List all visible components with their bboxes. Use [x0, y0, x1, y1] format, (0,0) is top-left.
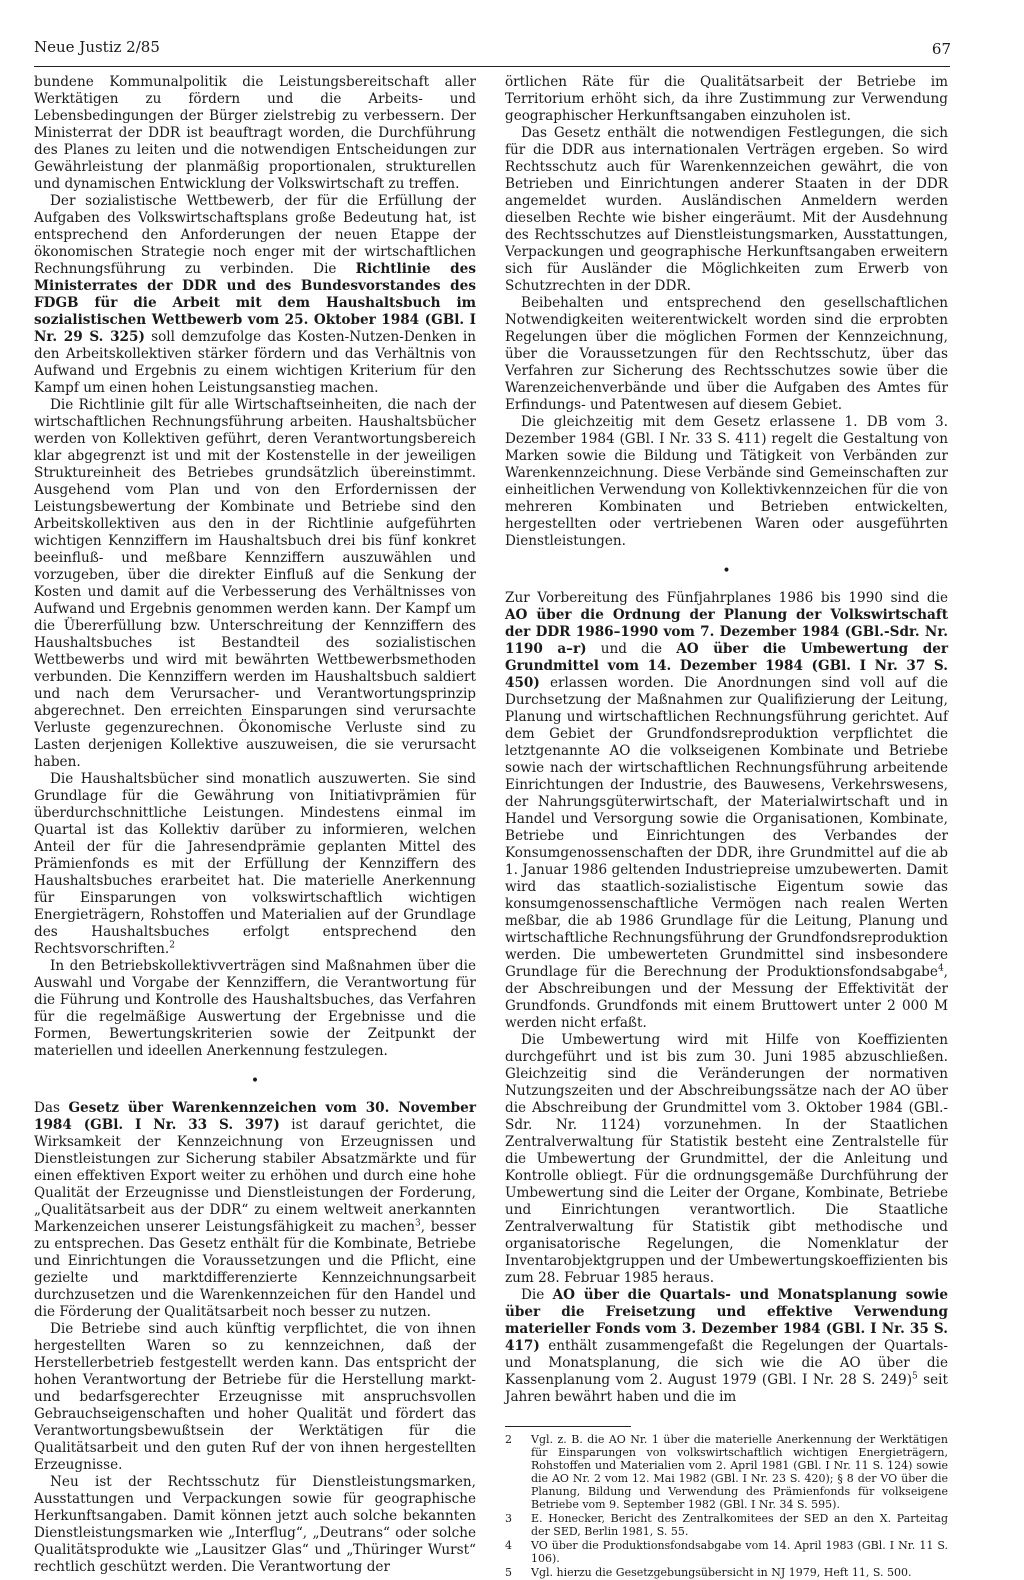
paragraph: Neu ist der Rechtsschutz für Dienstleistungsmarken, Ausstattungen und Verpackungen sowie für geographische Herkunftsangaben. Damit können jetzt auch solche bekannten Dienstleistungsmarken wie „Interflug“, „Deutrans“ oder solche Qualitätsprodukte wie „Lausitzer Glas“ und „Thüringer Wurst“ rechtlich geschützt werden. Die Verantwortung der — [34, 1474, 476, 1575]
right-column — [505, 74, 948, 1580]
footnote — [505, 1539, 948, 1565]
footnote — [505, 1512, 948, 1538]
paragraph: Die Richtlinie gilt für alle Wirtschaftseinheiten, die nach der wirtschaftlichen Rechnungsführung arbeiten. Haushaltsbücher werden von Kollektiven geführt, deren Verantwortungsbereich klar abgegrenzt ist und mit der Kostenstelle in der jeweiligen Struktureinheit des Betriebes grundsätzlich übereinstimmt. Ausgehend vom Plan und von den Erfordernissen der Leistungsbewertung der Kombinate und Betriebe sind den Arbeitskollektiven aus den in der Richtlinie aufgeführten wichtigen Kennziffern im Haushaltsbuch drei bis fünf konkret beeinfluß- und meßbare Kennziffern auszuwählen und vorzugeben, über die direkter Einfluß auf die Senkung der Kosten und damit auf die Verbesserung des Verhältnisses von Aufwand und Ergebnis genommen werden kann. Der Kampf um die Übererfüllung bzw. Unterschreitung der Kennziffern des Haushaltsbuches ist Bestandteil des sozialistischen Wettbewerbs und wird mit bewährten Wettbewerbsmethoden verbunden. Die Kennziffern werden im Haushaltsbuch saldiert und nach dem Verursacher- und Verantwortungsprinzip abgerechnet. Den erreichten Einsparungen sind verursachte Verluste gegenzurechnen. Ökonomische Verluste sind zu Lasten derjenigen Kollektive auszuweisen, die sie verursacht haben. — [34, 397, 476, 770]
paragraph — [34, 1100, 476, 1321]
left-column — [34, 74, 476, 1576]
journal-issue: Neue Justiz 2/85 — [34, 38, 160, 56]
regulation-title: Richtlinie des Ministerrates der DDR und des Bundesvorstandes des FDGB für die Arbeit mit dem Haushaltsbuch im sozialistischen Wettbewerb vom 25. Oktober 1984 (GBl. I Nr. 29 S. 325) — [34, 261, 476, 345]
regulation-title: AO über die Umbewertung der Grundmittel vom 14. Dezember 1984 (GBl. I Nr. 37 S. 450) — [505, 641, 949, 691]
text-run: Zur Vorbereitung des Fünfjahrplanes 1986 bis 1990 sind die — [505, 590, 948, 606]
text-run: soll demzufolge das Kosten-Nutzen-Denken in den Arbeitskollektiven stärker fördern und das Verhältnis von Aufwand und Ergebnis zu einem wichtigen Kriterium für den Kampf um einen hohen Leistungsanstieg machen. — [34, 329, 476, 396]
footnote-ref: 4 — [937, 963, 944, 974]
footnote-text: Vgl. z. B. die AO Nr. 1 über die materielle Anerkennung der Werktätigen für Einsparungen von volkswirtschaftlich wichtigen Energieträgern, Rohstoffen und Materialien vom 2. April 1981 (GBl. I Nr. 11 S. 124) sowie die AO Nr. 2 vom 12. Mai 1982 (GBl. I Nr. 23 S. 420); § 8 der VO über die Planung, Bildung und Verwendung des Prämienfonds für volkseigene Betriebe vom 9. September 1982 (GBl. I Nr. 34 S. 595). — [531, 1433, 948, 1511]
text-run: Die Haushaltsbücher sind monatlich auszuwerten. Sie sind Grundlage für die Gewährung von Initiativprämien für überdurchschnittliche Leistungen. Mindestens einmal im Quartal ist das Kollektiv darüber zu informieren, welchen Anteil der für die Jahresendprämie geplanten Mittel des Prämienfonds es mit der Erfüllung der Kennziffern des Haushaltsbuches erarbeitet hat. Die materielle Anerkennung für Einsparungen von volkswirtschaftlich wichtigen Energieträgern, Rohstoffen und Materialien auf der Grundlage des Haushaltsbuches erfolgt entsprechend den Rechtsvorschriften. — [34, 771, 476, 957]
footnote-ref: 2 — [169, 940, 175, 951]
footnotes — [505, 1433, 948, 1579]
text-run: enthält zusammengefaßt die Regelungen der Quartals- und Monatsplanung, die sich wie die AO über die Kassenplanung vom 2. August 1979 (GBl. I Nr. 28 S. 249) — [505, 1338, 948, 1388]
paragraph: Das Gesetz enthält die notwendigen Festlegungen, die sich für die DDR aus internationalen Verträgen ergeben. So wird Rechtsschutz auch für Warenkennzeichen gewährt, die von Betrieben und Einrichtungen anderer Staaten in der DDR angemeldet wurden. Ausländischen Anmeldern werden dieselben Rechte wie bisher eingeräumt. Mit der Ausdehnung des Rechtsschutzes auf Dienstleistungsmarken, Ausstattungen, Verpackungen und geographische Herkunftsangaben erweitern sich für Ausländer die Möglichkeiten zum Erwerb von Schutzrechten in der DDR. — [505, 125, 948, 294]
paragraph: Die gleichzeitig mit dem Gesetz erlassene 1. DB vom 3. Dezember 1984 (GBl. I Nr. 33 S. 411) regelt die Gestaltung von Marken sowie die Bildung und Tätigkeit von Verbänden zur Warenkennzeichnung. Diese Verbände sind Gemeinschaften zur einheitlichen Verwendung von Kollektivkennzeichen für die von mehreren Kombinaten und Betrieben entwickelten, hergestellten oder vertriebenen Waren oder ausgeführten Dienstleistungen. — [505, 414, 948, 549]
footnote — [505, 1566, 948, 1579]
footnote-number: 3 — [505, 1512, 512, 1525]
text-run: und die — [600, 641, 663, 657]
regulation-title: AO über die Quartals- und Monatsplanung sowie über die Freisetzung und effektive Verwendung materieller Fonds vom 3. Dezember 1984 (GBl. I Nr. 35 S. 417) — [505, 1287, 949, 1354]
footnote-number: 5 — [505, 1566, 512, 1579]
footnote-text: E. Honecker, Bericht des Zentralkomitees der SED an den X. Parteitag der SED, Berlin 1981, S. 55. — [531, 1512, 948, 1538]
paragraph — [505, 590, 948, 1032]
paragraph: örtlichen Räte für die Qualitätsarbeit der Betriebe im Territorium erhöht sich, da ihre Zustimmung zur Verwendung geographischer Herkunftsangaben einzuholen ist. — [505, 74, 948, 124]
paragraph: Beibehalten und entsprechend den gesellschaftlichen Notwendigkeiten weiterentwickelt worden sind die erprobten Regelungen über die möglichen Formen der Kennzeichnung, über die Voraussetzungen für den Rechtsschutz, über das Verfahren zur Sicherung des Rechtsschutzes sowie über die Warenzeichenverbände und über die Aufgaben des Amtes für Erfindungs- und Patentwesen auf diesem Gebiet. — [505, 295, 948, 413]
paragraph: bundene Kommunalpolitik die Leistungsbereitschaft aller Werktätigen zu fördern und die Arbeits- und Lebensbedingungen der Bürger zielstrebig zu verbessern. Der Ministerrat der DDR ist beauftragt worden, die Durchführung des Planes zu leiten und die notwendigen Entscheidungen zur Gewährleistung der planmäßig proportionalen, strukturellen und dynamischen Entwicklung der Volkswirtschaft zu treffen. — [34, 74, 476, 192]
paragraph: Die Betriebe sind auch künftig verpflichtet, die von ihnen hergestellten Waren so zu kennzeichnen, daß der Herstellerbetrieb festgestellt werden kann. Das entspricht der hohen Verantwortung der Betriebe für die Herstellung markt- und bedarfsgerechter Erzeugnisse mit anspruchsvollen Gebrauchseigenschaften und hoher Qualität und fördert das Verantwortungsbewußtsein der Werktätigen für die Qualitätsarbeit und den guten Ruf der von ihnen hergestellten Erzeugnisse. — [34, 1321, 476, 1473]
footnote-text: VO über die Produktionsfondsabgabe vom 14. April 1983 (GBl. I Nr. 11 S. 106). — [531, 1539, 948, 1565]
text-run: erlassen worden. Die Anordnungen sind voll auf die Durchsetzung der Maßnahmen zur Qualifizierung der Leitung, Planung und wirtschaftlichen Rechnungsführung gerichtet. Auf dem Gebiet der Grundfondsreproduktion verpflichtet die letztgenannte AO die volkseigenen Kombinate und Betriebe sowie nach der wirtschaftlichen Rechnungsführung arbeitende Einrichtungen der Industrie, des Bauwesens, Verkehrswesens, der Nahrungsgüterwirtschaft, der Materialwirtschaft und in Handel und Versorgung sowie die Organisationen, Kombinate, Betriebe und Einrichtungen des Verbandes der Konsumgenossenschaften der DDR, ihre Grundmittel auf die ab 1. Januar 1986 geltenden Industriepreise umzubewerten. Damit wird das staatlich-sozialistische Eigentum sowie das konsumgenossenschaftliche Vermögen nach realen Werten meßbar, die ab 1986 Grundlage für die Leitung, Planung und wirtschaftliche Rechnungsführung der Grundfondsreproduktion werden. Die umbewerteten Grundmittel sind insbesondere Grundlage für die Berechnung der Produktionsfondsabgabe — [505, 675, 948, 980]
footnote-number: 4 — [505, 1539, 512, 1552]
paragraph — [505, 1287, 948, 1406]
paragraph: In den Betriebskollektivverträgen sind Maßnahmen über die Auswahl und Vorgabe der Kennziffern, die Verantwortung für die Führung und Kontrolle des Haushaltsbuches, das Verfahren für die regelmäßige Auswertung der Ergebnisse und die Formen, Bewertungskriterien sowie der Zeitpunkt der materiellen und ideellen Anerkennung festzulegen. — [34, 958, 476, 1059]
text-run: ist darauf gerichtet, die Wirksamkeit der Kennzeichnung von Erzeugnissen und Dienstleistungen zur Sicherung stabiler Absatzmärkte und für einen effektiven Export weiter zu erhöhen und durch eine hohe Qualität der Erzeugnisse und Dienstleistungen der Forderung, „Qualitätsarbeit aus der DDR“ zu einem weltweit anerkannten Markenzeichen unserer Leistungsfähigkeit zu machen — [34, 1117, 477, 1235]
regulation-title: AO über die Ordnung der Planung der Volkswirtschaft der DDR 1986–1990 vom 7. Dezember 1984 (GBl.-Sdr. Nr. 1190 a–r) — [505, 607, 948, 657]
header-rule — [34, 66, 950, 67]
text-run: Der sozialistische Wettbewerb, der für die Erfüllung der Aufgaben des Volkswirtschaftsplans große Bedeutung hat, ist entsprechend den Anforderungen der neuen Etappe der ökonomischen Strategie noch enger mit der wirtschaftlichen Rechnungsführung zu verbinden. Die — [34, 193, 476, 277]
footnote-ref: 3 — [414, 1218, 421, 1229]
regulation-title: Gesetz über Warenkennzeichen vom 30. November 1984 (GBl. I Nr. 33 S. 397) — [34, 1100, 476, 1133]
text-run: , der Abschreibungen und der Messung der Effektivität der Grundfonds. Grundfonds mit einem Bruttowert unter 2 000 M werden nicht erfaßt. — [505, 964, 948, 1031]
text-run: Das — [34, 1100, 60, 1116]
footnote-ref: 5 — [912, 1371, 918, 1382]
paragraph: Die Umbewertung wird mit Hilfe von Koeffizienten durchgeführt und ist bis zum 30. Juni 1985 abzuschließen. Gleichzeitig sind die Veränderungen der normativen Nutzungszeiten und der Abschreibungssätze nach der AO über die Abschreibung der Grundmittel vom 3. Oktober 1984 (GBl.-Sdr. Nr. 1124) vorzunehmen. In der Staatlichen Zentralverwaltung für Statistik besteht eine Zentralstelle für die Umbewertung der Grundmittel, der die Anleitung und Kontrolle obliegt. Für die ordnungsgemäße Durchführung der Umbewertung sind die Leiter der Organe, Kombinate, Betriebe und Einrichtungen verantwortlich. Die Staatliche Zentralverwaltung für Statistik gibt methodische und organisatorische Regelungen, die Nomenklatur der Inventarobjektgruppen und der Umbewertungskoeffizienten bis zum 28. Februar 1985 heraus. — [505, 1032, 948, 1286]
section-separator: • — [722, 563, 731, 579]
paragraph — [34, 193, 476, 397]
section-separator: • — [250, 1073, 260, 1089]
footnote-rule — [505, 1426, 631, 1427]
text-run: seit Jahren bewährt haben und die im — [505, 1372, 948, 1405]
page-number: 67 — [931, 40, 951, 58]
footnote-number: 2 — [505, 1433, 512, 1446]
paragraph — [34, 771, 476, 958]
text-run: Die — [521, 1287, 545, 1303]
text-run: , besser zu entsprechen. Das Gesetz enthält für die Kombinate, Betriebe und Einrichtungen die Voraussetzungen und die Pflicht, eine gezielte und marktdifferenzierte Kennzeichnungsarbeit durchzusetzen und die Warenkennzeichen für den Handel und die Förderung der Qualitätsarbeit noch besser zu nutzen. — [34, 1219, 477, 1320]
footnote — [505, 1433, 948, 1511]
footnote-text: Vgl. hierzu die Gesetzgebungsübersicht in NJ 1979, Heft 11, S. 500. — [531, 1566, 912, 1579]
